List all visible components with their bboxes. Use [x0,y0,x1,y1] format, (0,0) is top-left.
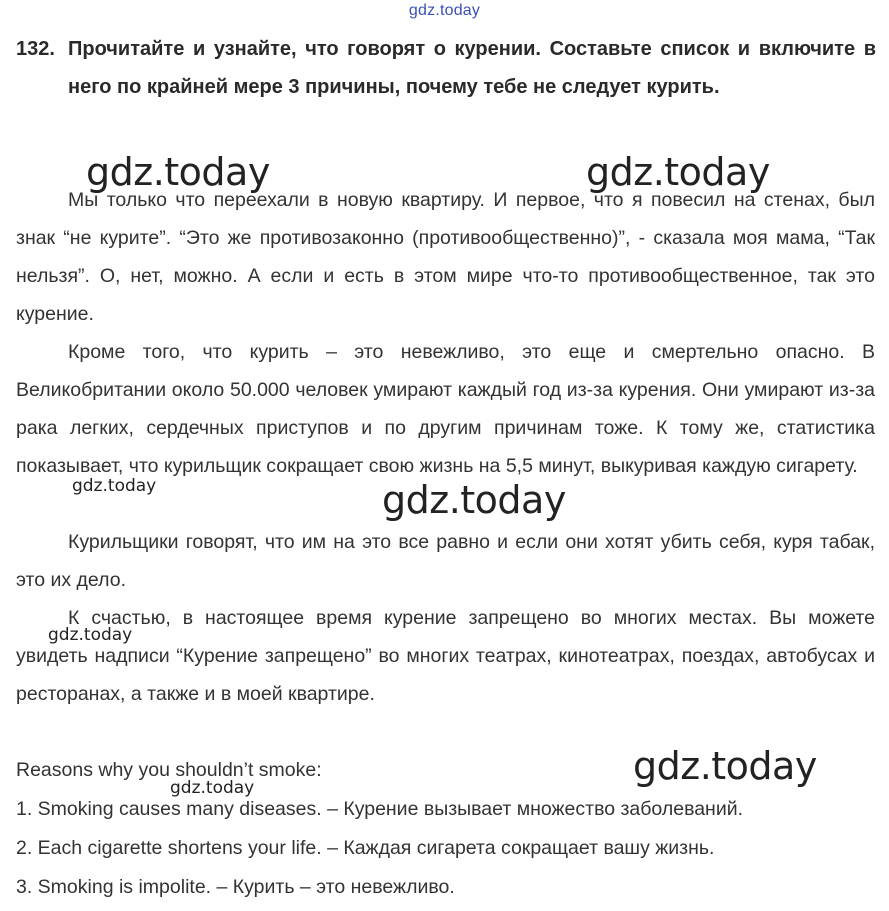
paragraph-3: Курильщики говорят, что им на это все равно и если они хотят убить себя, куря табак, это их дело. [16,531,875,591]
reasons-heading: Reasons why you shouldn’t smoke: [16,759,322,781]
paragraph-2: Кроме того, что курить – это невежливо, это еще и смертельно опасно. В Великобритании около 50.000 человек умирают каждый год из-за курения. Они умирают из-за рака легких, сердечных приступов и по другим причинам тоже. К тому же, статистика показывает, что курильщик сокращает свою жизнь на 5,5 минут, выкуривая каждую сигарету. [16,341,875,477]
task-heading [16,30,876,106]
reason-item-1: 1. Smoking causes many diseases. – Курение вызывает множество заболеваний. [16,798,744,820]
paragraph-1: Мы только что переехали в новую квартиру. И первое, что я повесил на стенах, был знак “не курите”. “Это же противозаконно (противообщественно)”, - сказала моя мама, “Так нельзя”. О, нет, можно. А если и есть в этом мире что-то противообщественное, так это курение. [16,189,875,325]
watermark-3: gdz.today [72,476,157,496]
watermark-6: gdz.today [633,744,817,788]
paragraph-4: К счастью, в настоящее время курение запрещено во многих местах. Вы можете увидеть надписи “Курение запрещено” во многих театрах, кинотеатрах, поездах, автобусах и ресторанах, а также и в моей квартире. [16,607,875,705]
watermark-5: gdz.today [48,625,133,645]
task-number: 132. [16,38,55,60]
task-text: Прочитайте и узнайте, что говорят о курении. Составьте список и включите в него по крайней мере 3 причины, почему тебе не следует курить. [68,38,876,98]
watermark-4: gdz.today [382,478,566,522]
watermark-1: gdz.today [86,150,270,194]
top-watermark: gdz.today [408,2,481,19]
reason-item-3: 3. Smoking is impolite. – Курить – это невежливо. [16,876,455,898]
watermark-2: gdz.today [586,150,770,194]
reason-item-2: 2. Each cigarette shortens your life. – Каждая сигарета сокращает вашу жизнь. [16,837,715,859]
watermark-7: gdz.today [170,778,255,798]
